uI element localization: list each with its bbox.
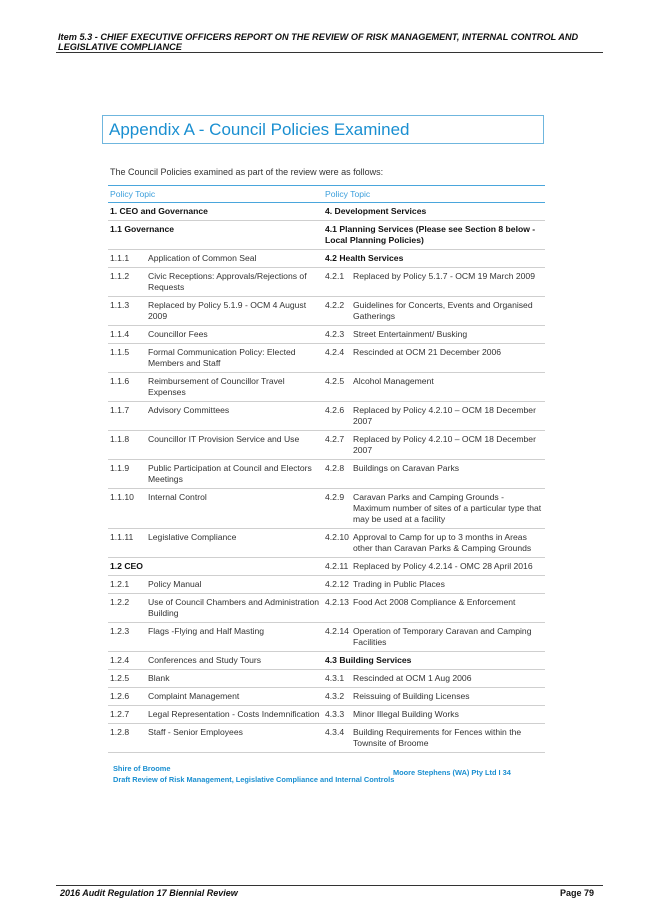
policy-title: Rescinded at OCM 1 Aug 2006 xyxy=(353,673,472,683)
header-divider xyxy=(56,52,603,53)
policy-title: Rescinded at OCM 21 December 2006 xyxy=(353,347,502,357)
footer-doc-title: Draft Review of Risk Management, Legislative Compliance and Internal Controls xyxy=(113,775,395,784)
policy-title: Reimbursement of Councillor Travel Expenses xyxy=(148,376,285,397)
policy-title: Food Act 2008 Compliance & Enforcement xyxy=(353,597,516,607)
policy-title: Alcohol Management xyxy=(353,376,434,386)
cell-right xyxy=(323,250,545,267)
cell-left xyxy=(108,297,323,325)
cell-left xyxy=(108,724,323,752)
cell-right xyxy=(323,558,545,575)
policy-title: Flags -Flying and Half Masting xyxy=(148,626,265,636)
policy-number: 1.1.8 xyxy=(110,434,130,444)
policy-number: 4.2.2 xyxy=(325,300,345,310)
cell-right xyxy=(323,460,545,488)
cell-right xyxy=(323,373,545,401)
policy-number: 4.3.4 xyxy=(325,727,345,737)
cell-left xyxy=(108,221,323,249)
policy-title: Complaint Management xyxy=(148,691,240,701)
cell-left xyxy=(108,670,323,687)
policy-number: 1.2.3 xyxy=(110,626,130,636)
table-row xyxy=(108,431,545,460)
cell-right xyxy=(323,268,545,296)
policy-title: Buildings on Caravan Parks xyxy=(353,463,460,473)
policy-number: 4.2.11 xyxy=(325,561,349,571)
cell-left xyxy=(108,431,323,459)
policy-number: 4.2.10 xyxy=(325,532,349,542)
table-row xyxy=(108,250,545,268)
policy-number: 1.2.8 xyxy=(110,727,130,737)
table-row xyxy=(108,297,545,326)
cell-left xyxy=(108,623,323,651)
cell-right xyxy=(323,623,545,651)
policy-title: Guidelines for Concerts, Events and Organised Gatherings xyxy=(353,300,533,321)
cell-right xyxy=(323,221,545,249)
table-row xyxy=(108,460,545,489)
cell-right xyxy=(323,431,545,459)
table-row xyxy=(108,489,545,529)
cell-right xyxy=(323,706,545,723)
col-header-left: Policy Topic xyxy=(110,189,156,199)
policy-title: Caravan Parks and Camping Grounds - Maximum number of sites of a particular type that may be used at a facility xyxy=(353,492,542,524)
cell-left xyxy=(108,268,323,296)
page-footer-left: 2016 Audit Regulation 17 Biennial Review xyxy=(60,888,238,898)
cell-right xyxy=(323,724,545,752)
cell-right xyxy=(323,326,545,343)
cell-left xyxy=(108,402,323,430)
cell-left xyxy=(108,489,323,528)
policy-number: 4.3 Building Services xyxy=(325,655,412,665)
table-row xyxy=(108,268,545,297)
policy-number: 1.2.6 xyxy=(110,691,130,701)
policy-title: Legal Representation - Costs Indemnification xyxy=(148,709,320,719)
policy-number: 4.2.12 xyxy=(325,579,349,589)
cell-left xyxy=(108,344,323,372)
policy-title: Approval to Camp for up to 3 months in Areas other than Caravan Parks & Camping Grounds xyxy=(353,532,532,553)
policy-number: 1.1.6 xyxy=(110,376,130,386)
table-row xyxy=(108,529,545,558)
cell-left xyxy=(108,529,323,557)
policy-title: Policy Manual xyxy=(148,579,202,589)
policy-title: Advisory Committees xyxy=(148,405,230,415)
policy-number: 4.2.8 xyxy=(325,463,345,473)
policy-title: Legislative Compliance xyxy=(148,532,237,542)
policy-title: Street Entertainment/ Busking xyxy=(353,329,468,339)
policy-title: Application of Common Seal xyxy=(148,253,257,263)
policy-number: 1.1.9 xyxy=(110,463,130,473)
policy-title: Reissuing of Building Licenses xyxy=(353,691,470,701)
policy-number: 4.2.7 xyxy=(325,434,345,444)
cell-right xyxy=(323,652,545,669)
cell-left xyxy=(108,594,323,622)
table-row xyxy=(108,576,545,594)
cell-left xyxy=(108,688,323,705)
table-row xyxy=(108,344,545,373)
policy-title: Councillor Fees xyxy=(148,329,208,339)
table-row xyxy=(108,402,545,431)
policy-title: Replaced by Policy 5.1.9 - OCM 4 August 2009 xyxy=(148,300,307,321)
policy-number: 4. Development Services xyxy=(325,206,427,216)
policy-number: 1.1 Governance xyxy=(110,224,175,234)
cell-left xyxy=(108,326,323,343)
policy-number: 1.2.2 xyxy=(110,597,130,607)
document-footer xyxy=(113,763,394,785)
table-row xyxy=(108,373,545,402)
policy-title: Formal Communication Policy: Elected Members and Staff xyxy=(148,347,296,368)
policy-number: 1.2.7 xyxy=(110,709,130,719)
policy-title: Replaced by Policy 5.1.7 - OCM 19 March 2009 xyxy=(353,271,535,281)
policy-number: 4.3.2 xyxy=(325,691,345,701)
cell-right xyxy=(323,402,545,430)
policy-number: 1.2.1 xyxy=(110,579,130,589)
policy-number: 1.1.2 xyxy=(110,271,130,281)
intro-text: The Council Policies examined as part of the review were as follows: xyxy=(110,167,384,177)
policy-number: 1.1.11 xyxy=(110,532,134,542)
policy-title: Staff - Senior Employees xyxy=(148,727,243,737)
policy-number: 1.2.5 xyxy=(110,673,130,683)
cell-right xyxy=(323,297,545,325)
policy-title: Replaced by Policy 4.2.14 - OMC 28 April 2016 xyxy=(353,561,533,571)
policy-title: Replaced by Policy 4.2.10 – OCM 18 December 2007 xyxy=(353,434,536,455)
policy-number: 1.1.7 xyxy=(110,405,130,415)
policy-number: 4.2.5 xyxy=(325,376,345,386)
policy-title: Trading in Public Places xyxy=(353,579,445,589)
cell-right xyxy=(323,594,545,622)
policy-number: 1.1.10 xyxy=(110,492,134,502)
footer-firm: Moore Stephens (WA) Pty Ltd I 34 xyxy=(393,768,511,777)
policy-number: 1.1.5 xyxy=(110,347,130,357)
cell-left xyxy=(108,250,323,267)
cell-right xyxy=(323,529,545,557)
table-row xyxy=(108,623,545,652)
footer-divider xyxy=(56,885,603,886)
table-row xyxy=(108,670,545,688)
page-number: Page 79 xyxy=(560,888,595,898)
policy-number: 4.2.9 xyxy=(325,492,345,502)
agenda-item-header: Item 5.3 - CHIEF EXECUTIVE OFFICERS REPORT ON THE REVIEW OF RISK MANAGEMENT, INTERNAL CONTROL AND LEGISLATIVE COMPLIANCE xyxy=(58,32,579,52)
policy-number: 4.3.3 xyxy=(325,709,345,719)
table-row xyxy=(108,203,545,221)
cell-left xyxy=(108,706,323,723)
cell-left xyxy=(108,558,323,575)
policy-title: Public Participation at Council and Electors Meetings xyxy=(148,463,312,484)
cell-right xyxy=(323,489,545,528)
cell-right xyxy=(323,670,545,687)
table-row xyxy=(108,652,545,670)
table-row xyxy=(108,594,545,623)
cell-right xyxy=(323,688,545,705)
footer-org: Shire of Broome xyxy=(113,764,171,773)
policy-number: 4.2.14 xyxy=(325,626,349,636)
policy-title: Minor Illegal Building Works xyxy=(353,709,459,719)
cell-left xyxy=(108,460,323,488)
cell-right xyxy=(323,576,545,593)
policy-number: 1.1.4 xyxy=(110,329,130,339)
appendix-title-box xyxy=(102,115,544,144)
cell-right xyxy=(323,203,545,220)
cell-right xyxy=(323,344,545,372)
policy-number: 4.2 Health Services xyxy=(325,253,404,263)
policy-title: Building Requirements for Fences within the Townsite of Broome xyxy=(353,727,522,748)
policy-number: 4.2.4 xyxy=(325,347,345,357)
cell-left xyxy=(108,373,323,401)
policy-title: Conferences and Study Tours xyxy=(148,655,262,665)
policy-number: 1.2.4 xyxy=(110,655,130,665)
policy-title: Councillor IT Provision Service and Use xyxy=(148,434,300,444)
policy-number: 4.3.1 xyxy=(325,673,345,683)
policy-title: Internal Control xyxy=(148,492,207,502)
policy-title: Use of Council Chambers and Administration Building xyxy=(148,597,320,618)
policy-title: Civic Receptions: Approvals/Rejections of Requests xyxy=(148,271,307,292)
table-row xyxy=(108,688,545,706)
policy-title: Blank xyxy=(148,673,170,683)
policy-number: 1.1.1 xyxy=(110,253,130,263)
policy-number: 4.1 Planning Services (Please see Section 8 below - Local Planning Policies) xyxy=(325,224,536,245)
table-row xyxy=(108,221,545,250)
policy-number: 4.2.1 xyxy=(325,271,345,281)
policy-number: 4.2.6 xyxy=(325,405,345,415)
table-row xyxy=(108,724,545,753)
policy-number: 1.2 CEO xyxy=(110,561,143,571)
policy-title: Operation of Temporary Caravan and Camping Facilities xyxy=(353,626,532,647)
cell-left xyxy=(108,652,323,669)
policy-number: 4.2.13 xyxy=(325,597,349,607)
table-row xyxy=(108,706,545,724)
table-header-row xyxy=(108,185,545,203)
cell-left xyxy=(108,203,323,220)
table-row xyxy=(108,326,545,344)
cell-left xyxy=(108,576,323,593)
policy-title: Replaced by Policy 4.2.10 – OCM 18 December 2007 xyxy=(353,405,536,426)
policy-number: 4.2.3 xyxy=(325,329,345,339)
appendix-title: Appendix A - Council Policies Examined xyxy=(109,120,410,139)
policy-number: 1. CEO and Governance xyxy=(110,206,208,216)
policy-table xyxy=(108,185,545,753)
col-header-right: Policy Topic xyxy=(325,189,371,199)
table-row xyxy=(108,558,545,576)
policy-number: 1.1.3 xyxy=(110,300,130,310)
